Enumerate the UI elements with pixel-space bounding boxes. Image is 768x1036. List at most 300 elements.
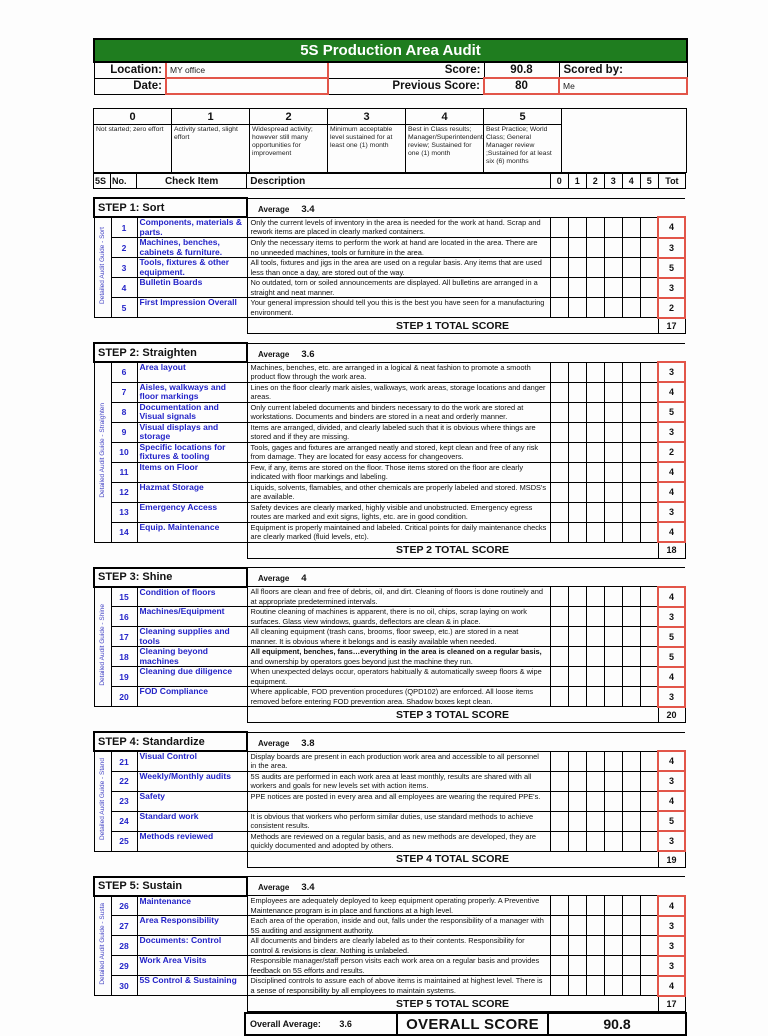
check-item-description: PPE notices are posted in every area and all employees are wearing the required PPE's. [247,791,550,811]
score-mark-cell-3 [604,482,622,502]
audit-guide-label: Detailed Audit Guide - Shine [99,603,106,686]
check-item-number: 27 [111,916,137,936]
date-label: Date: [94,78,166,94]
score-mark-cell-3 [604,587,622,607]
check-item-description: Methods are reviewed on a regular basis, and as new methods are developed, they are quickly documented and adopted by others. [247,831,550,851]
check-item-number: 7 [111,382,137,402]
score-mark-cell-4 [622,502,640,522]
score-mark-cell-2 [586,627,604,647]
score-mark-cell-5 [640,771,658,791]
score-mark-cell-2 [586,687,604,707]
audit-item-row [94,587,685,607]
check-item-number: 10 [111,442,137,462]
check-item-name: Emergency Access [137,502,247,522]
date-input[interactable] [166,78,328,94]
check-item-name: Cleaning supplies and tools [137,627,247,647]
score-mark-cell-2 [586,217,604,238]
rating-scale-value: 4 [406,109,484,125]
score-mark-cell-1 [568,442,586,462]
previous-score-value[interactable]: 80 [484,78,559,94]
check-item-description: Disciplined controls to assure each of above items is maintained at highest level. There is a sense of responsibility by all employees to maintain systems. [247,976,550,996]
check-item-description: Equipment is properly maintained and labeled. Critical points for daily maintenance checks are clearly marked (fluid levels, etc). [247,522,550,542]
item-total-score[interactable]: 5 [658,811,685,831]
score-mark-cell-2 [586,916,604,936]
score-mark-cell-5 [640,422,658,442]
score-mark-cell-1 [568,587,586,607]
score-mark-cell-5 [640,956,658,976]
score-mark-cell-5 [640,522,658,542]
section-total-label: STEP 2 TOTAL SCORE [247,542,658,558]
scored-by-value[interactable]: Me [559,78,687,94]
check-item-name: Components, materials & parts. [137,217,247,238]
item-total-score[interactable]: 4 [658,217,685,238]
item-total-score[interactable]: 5 [658,627,685,647]
item-total-score[interactable]: 2 [658,298,685,318]
section-header-spacer [550,877,685,896]
score-mark-cell-1 [568,238,586,258]
section-average-value: 3.8 [301,737,315,749]
item-total-score[interactable]: 5 [658,647,685,667]
score-mark-cell-0 [550,771,568,791]
score-mark-cell-3 [604,956,622,976]
score-mark-cell-4 [622,402,640,422]
check-item-description: All floors are clean and free of debris, oil, and dirt. Cleaning of floors is done routinely and at appropriate predetermined intervals. [247,587,550,607]
column-header-5s: 5S [94,174,111,189]
rating-scale-value: 1 [172,109,250,125]
score-mark-cell-1 [568,607,586,627]
column-header-score-0: 0 [550,174,568,189]
item-total-score[interactable]: 3 [658,422,685,442]
check-item-description: All documents and binders are clearly labeled as to their contents. Responsibility for control & revisions is clear. Nothing is unlabeled. [247,936,550,956]
column-header-check-item: Check Item [137,174,247,189]
header-table [93,38,688,95]
check-item-description: Tools, gages and fixtures are arranged neatly and stored, kept clean and free of any risk from damage. They are located for easy access for changeovers. [247,442,550,462]
score-mark-cell-2 [586,587,604,607]
rating-scale-blank-cell [562,109,687,173]
audit-item-row [94,217,685,238]
score-mark-cell-3 [604,687,622,707]
audit-guide-cell [94,217,111,318]
audit-item-row [94,771,685,791]
score-mark-cell-0 [550,667,568,687]
score-mark-cell-5 [640,217,658,238]
score-mark-cell-4 [622,462,640,482]
check-item-number: 5 [111,298,137,318]
score-mark-cell-0 [550,607,568,627]
item-total-score[interactable]: 4 [658,751,685,771]
item-total-score[interactable]: 4 [658,522,685,542]
check-item-number: 30 [111,976,137,996]
item-total-score[interactable]: 3 [658,238,685,258]
score-mark-cell-0 [550,238,568,258]
score-mark-cell-0 [550,627,568,647]
audit-item-row [94,362,685,382]
score-mark-cell-4 [622,362,640,382]
check-item-number: 25 [111,831,137,851]
score-mark-cell-3 [604,502,622,522]
section-total-label: STEP 1 TOTAL SCORE [247,318,658,334]
section-header-spacer [550,198,685,217]
score-mark-cell-3 [604,462,622,482]
score-mark-cell-2 [586,896,604,916]
section-total-value: 17 [658,996,685,1012]
score-mark-cell-5 [640,627,658,647]
rating-scale-value: 5 [484,109,562,125]
score-mark-cell-1 [568,258,586,278]
check-item-number: 1 [111,217,137,238]
score-mark-cell-1 [568,831,586,851]
check-item-description: Your general impression should tell you this is the best you have seen for a manufacturing environment. [247,298,550,318]
check-item-number: 13 [111,502,137,522]
score-mark-cell-3 [604,771,622,791]
audit-item-row [94,647,685,667]
score-mark-cell-2 [586,382,604,402]
check-item-name: Items on Floor [137,462,247,482]
score-mark-cell-3 [604,936,622,956]
section-step-title: STEP 5: Sustain [94,877,247,896]
check-item-description: When unexpected delays occur, operators habitually & automatically sweep floors & wipe equipment. [247,667,550,687]
check-item-name: Standard work [137,811,247,831]
score-mark-cell-1 [568,667,586,687]
score-mark-cell-3 [604,811,622,831]
previous-score-label: Previous Score: [328,78,484,94]
score-mark-cell-4 [622,956,640,976]
score-mark-cell-1 [568,382,586,402]
check-item-number: 29 [111,956,137,976]
item-total-score[interactable]: 4 [658,667,685,687]
score-mark-cell-3 [604,258,622,278]
audit-sections [93,197,686,1012]
score-mark-cell-0 [550,587,568,607]
score-mark-cell-0 [550,217,568,238]
item-total-score[interactable]: 3 [658,771,685,791]
score-mark-cell-4 [622,382,640,402]
score-mark-cell-4 [622,771,640,791]
score-mark-cell-1 [568,462,586,482]
check-item-description: Safety devices are clearly marked, highly visible and unobstructed. Emergency egress routes are marked and exit signs, lights, etc. are in good condition. [247,502,550,522]
check-item-number: 2 [111,238,137,258]
score-mark-cell-5 [640,238,658,258]
score-mark-cell-5 [640,976,658,996]
audit-guide-cell [94,751,111,851]
score-mark-cell-5 [640,402,658,422]
audit-item-row [94,627,685,647]
score-mark-cell-5 [640,278,658,298]
check-item-name: Methods reviewed [137,831,247,851]
page-title: 5S Production Area Audit [94,39,687,62]
score-mark-cell-4 [622,831,640,851]
score-mark-cell-3 [604,522,622,542]
section-table-step-4 [93,731,686,868]
section-total-label: STEP 4 TOTAL SCORE [247,851,658,867]
audit-guide-cell [94,362,111,542]
check-item-name: Visual Control [137,751,247,771]
score-mark-cell-2 [586,258,604,278]
score-mark-cell-3 [604,976,622,996]
score-mark-cell-2 [586,422,604,442]
check-item-description: All cleaning equipment (trash cans, brooms, floor sweep, etc.) are stored in a neat manner. It is obvious where it belongs and is easily available when needed. [247,627,550,647]
section-step-title: STEP 1: Sort [94,198,247,217]
score-mark-cell-5 [640,936,658,956]
item-total-score[interactable]: 4 [658,976,685,996]
check-item-description: Lines on the floor clearly mark aisles, walkways, work areas, storage locations and danger areas. [247,382,550,402]
score-mark-cell-2 [586,298,604,318]
item-total-score[interactable]: 4 [658,382,685,402]
score-mark-cell-2 [586,667,604,687]
score-mark-cell-4 [622,587,640,607]
audit-guide-label: Detailed Audit Guide - Sort [99,226,106,304]
audit-item-row [94,791,685,811]
score-mark-cell-1 [568,482,586,502]
item-total-score[interactable]: 3 [658,956,685,976]
score-mark-cell-5 [640,462,658,482]
audit-item-row [94,482,685,502]
score-mark-cell-5 [640,647,658,667]
item-total-score[interactable]: 4 [658,462,685,482]
audit-guide-label: Detailed Audit Guide - Straighten [99,402,106,498]
item-total-score[interactable]: 4 [658,587,685,607]
check-item-name: Visual displays and storage [137,422,247,442]
audit-item-row [94,238,685,258]
check-item-name: 5S Control & Sustaining [137,976,247,996]
score-mark-cell-2 [586,607,604,627]
check-item-name: Weekly/Monthly audits [137,771,247,791]
section-header-spacer [550,732,685,751]
score-mark-cell-0 [550,791,568,811]
check-item-name: Area layout [137,362,247,382]
item-total-score[interactable]: 2 [658,442,685,462]
item-total-score[interactable]: 5 [658,258,685,278]
score-mark-cell-5 [640,811,658,831]
check-item-name: Work Area Visits [137,956,247,976]
score-mark-cell-4 [622,258,640,278]
score-mark-cell-5 [640,587,658,607]
score-mark-cell-0 [550,831,568,851]
audit-item-row [94,916,685,936]
check-item-number: 17 [111,627,137,647]
item-total-score[interactable]: 3 [658,362,685,382]
audit-item-row [94,687,685,707]
score-mark-cell-5 [640,362,658,382]
overall-score-label: OVERALL SCORE [397,1013,548,1035]
section-step-title: STEP 4: Standardize [94,732,247,751]
score-mark-cell-1 [568,896,586,916]
score-mark-cell-5 [640,482,658,502]
score-mark-cell-2 [586,647,604,667]
scored-by-label: Scored by: [559,62,687,78]
score-mark-cell-0 [550,956,568,976]
location-label: Location: [94,62,166,78]
score-mark-cell-0 [550,687,568,707]
score-mark-cell-5 [640,382,658,402]
score-mark-cell-0 [550,936,568,956]
score-mark-cell-4 [622,936,640,956]
audit-item-row [94,278,685,298]
audit-item-row [94,936,685,956]
score-label: Score: [328,62,484,78]
section-header-spacer [550,343,685,362]
check-item-description: No outdated, torn or soiled announcements are displayed. All bulletins are arranged in a straight and neat manner. [247,278,550,298]
score-value: 90.8 [484,62,559,78]
score-mark-cell-4 [622,482,640,502]
score-mark-cell-3 [604,627,622,647]
check-item-name: Cleaning beyond machines [137,647,247,667]
item-total-score[interactable]: 3 [658,831,685,851]
score-mark-cell-4 [622,791,640,811]
score-mark-cell-4 [622,607,640,627]
score-mark-cell-0 [550,896,568,916]
overall-average-cell [245,1013,397,1035]
overall-score-value: 90.8 [548,1013,686,1035]
score-mark-cell-2 [586,522,604,542]
section-average-label: Average [258,738,290,748]
score-mark-cell-1 [568,627,586,647]
check-item-name: Tools, fixtures & other equipment. [137,258,247,278]
check-item-description: Only the necessary items to perform the work at hand are located in the area. There are no unneeded machines, tools or furniture in the area. [247,238,550,258]
section-total-value: 18 [658,542,685,558]
check-item-name: Cleaning due diligence [137,667,247,687]
score-mark-cell-2 [586,811,604,831]
section-total-label: STEP 5 TOTAL SCORE [247,996,658,1012]
section-total-spacer [94,318,247,334]
audit-item-row [94,298,685,318]
item-total-score[interactable]: 3 [658,687,685,707]
check-item-number: 26 [111,896,137,916]
score-mark-cell-0 [550,382,568,402]
section-total-spacer [94,707,247,723]
item-total-score[interactable]: 4 [658,482,685,502]
score-mark-cell-0 [550,298,568,318]
score-mark-cell-5 [640,751,658,771]
item-total-score[interactable]: 4 [658,791,685,811]
check-item-description: Liquids, solvents, flamables, and other chemicals are properly labeled and stored. MSDS's are available. [247,482,550,502]
score-mark-cell-0 [550,502,568,522]
section-average-value: 3.4 [301,203,315,215]
item-total-score[interactable]: 3 [658,502,685,522]
score-mark-cell-2 [586,362,604,382]
score-mark-cell-0 [550,258,568,278]
score-mark-cell-1 [568,422,586,442]
audit-guide-label: Detailed Audit Guide - Stand [99,758,106,841]
section-total-value: 19 [658,851,685,867]
check-item-number: 3 [111,258,137,278]
item-total-score[interactable]: 3 [658,936,685,956]
audit-item-row [94,382,685,402]
item-total-score[interactable]: 5 [658,402,685,422]
section-average-cell [247,198,550,217]
score-mark-cell-1 [568,916,586,936]
score-mark-cell-1 [568,811,586,831]
check-item-description: Each area of the operation, inside and out, falls under the responsibility of a manager with 5S auditing and assignment authority. [247,916,550,936]
score-mark-cell-0 [550,647,568,667]
section-average-cell [247,732,550,751]
score-mark-cell-1 [568,936,586,956]
audit-item-row [94,956,685,976]
score-mark-cell-0 [550,442,568,462]
score-mark-cell-5 [640,831,658,851]
column-header-score-4: 4 [622,174,640,189]
check-item-number: 4 [111,278,137,298]
column-header-tot: Tot [658,174,685,189]
item-total-score[interactable]: 3 [658,916,685,936]
check-item-name: Machines/Equipment [137,607,247,627]
score-mark-cell-3 [604,382,622,402]
audit-item-row [94,522,685,542]
overall-row-spacer [93,1013,245,1035]
check-item-description: Display boards are present in each production work area and accessible to all personnel in the area. [247,751,550,771]
score-mark-cell-0 [550,811,568,831]
score-mark-cell-0 [550,278,568,298]
score-mark-cell-1 [568,298,586,318]
check-item-number: 15 [111,587,137,607]
check-item-number: 14 [111,522,137,542]
section-total-spacer [94,542,247,558]
section-average-label: Average [258,883,290,893]
section-average-cell [247,568,550,587]
item-total-score[interactable]: 4 [658,896,685,916]
section-header-spacer [550,568,685,587]
check-item-description: Items are arranged, divided, and clearly labeled such that it is obvious where things are stored and if they are missing. [247,422,550,442]
section-average-label: Average [258,349,290,359]
check-item-name: Machines, benches, cabinets & furniture. [137,238,247,258]
column-header-score-2: 2 [586,174,604,189]
score-mark-cell-5 [640,298,658,318]
column-header-score-1: 1 [568,174,586,189]
score-mark-cell-0 [550,362,568,382]
score-mark-cell-0 [550,422,568,442]
rating-scale-table [93,108,687,173]
score-mark-cell-1 [568,976,586,996]
check-item-description: Where applicable, FOD prevention procedures (QPD102) are enforced. All loose items removed before entering FOD prevention area. Shadow boxes kept clean. [247,687,550,707]
check-item-name: Bulletin Boards [137,278,247,298]
check-item-description: 5S audits are performed in each work area at least monthly, results are shared with all workers and goals for new levels set with action items. [247,771,550,791]
score-mark-cell-4 [622,422,640,442]
score-mark-cell-1 [568,956,586,976]
rating-scale-description: Best in Class results; Manager/Superintendent review; Sustained for one (1) month [406,125,484,173]
section-total-value: 20 [658,707,685,723]
score-mark-cell-2 [586,831,604,851]
score-mark-cell-2 [586,771,604,791]
rating-scale-description: Minimum acceptable level sustained for at least one (1) month [328,125,406,173]
score-mark-cell-2 [586,482,604,502]
location-input[interactable]: MY office [166,62,328,78]
score-mark-cell-0 [550,462,568,482]
score-mark-cell-4 [622,811,640,831]
score-mark-cell-3 [604,831,622,851]
section-average-label: Average [258,204,290,214]
item-total-score[interactable]: 3 [658,607,685,627]
check-item-description: Only the current levels of inventory in the area is needed for the work at hand. Scrap and rework items are placed in clearly marked containers. [247,217,550,238]
column-header-row [93,173,686,189]
check-item-description: Employees are adequately deployed to keep equipment operating properly. A Preventive Maintenance program is in place and functions at a high level. [247,896,550,916]
check-item-name: Safety [137,791,247,811]
score-mark-cell-1 [568,402,586,422]
check-item-name: Hazmat Storage [137,482,247,502]
score-mark-cell-3 [604,422,622,442]
check-item-description: It is obvious that workers who perform similar duties, use standard methods to achieve consistent results. [247,811,550,831]
score-mark-cell-1 [568,687,586,707]
column-header-score-3: 3 [604,174,622,189]
item-total-score[interactable]: 3 [658,278,685,298]
overall-average-label: Overall Average: [250,1019,321,1030]
rating-scale-value: 3 [328,109,406,125]
check-item-name: Equip. Maintenance [137,522,247,542]
section-average-cell [247,343,550,362]
check-item-number: 24 [111,811,137,831]
score-mark-cell-3 [604,278,622,298]
rating-scale-description: Not started; zero effort [94,125,172,173]
score-mark-cell-2 [586,751,604,771]
